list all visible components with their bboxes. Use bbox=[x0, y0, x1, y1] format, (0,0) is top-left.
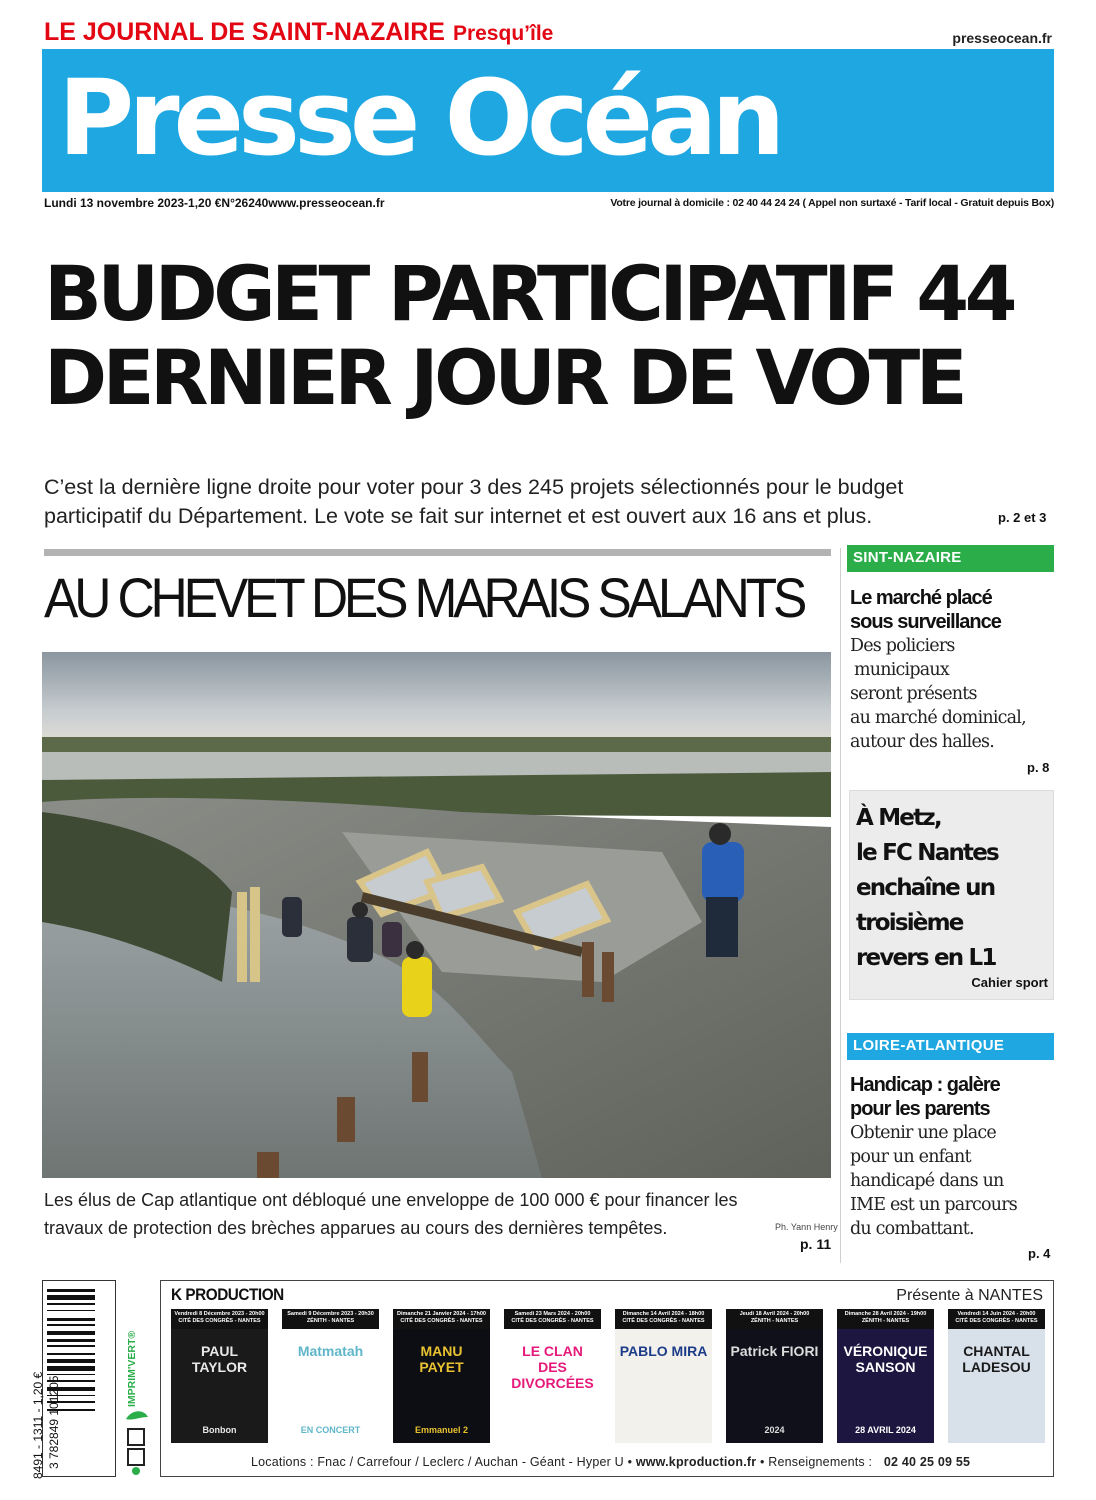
concert-poster[interactable] bbox=[615, 1309, 712, 1443]
column-divider bbox=[840, 548, 841, 1263]
poster-artist: PAUL TAYLOR bbox=[191, 1343, 248, 1375]
imprim-vert-logo bbox=[118, 1282, 154, 1477]
side-page-ref: p. 8 bbox=[1027, 760, 1050, 775]
side-body-line: IME est un parcours bbox=[850, 1195, 1017, 1215]
side-body-line: Des policiers bbox=[850, 636, 955, 656]
poster-date bbox=[948, 1309, 1045, 1329]
poster-date-line: Dimanche 14 Avril 2024 - 18h00 bbox=[622, 1311, 705, 1317]
poster-artist: Matmatah bbox=[297, 1343, 364, 1359]
side-body-line: seront présents bbox=[850, 684, 977, 704]
concert-poster[interactable] bbox=[726, 1309, 823, 1443]
poster-venue-line: CITÉ DES CONGRÈS - NANTES bbox=[511, 1317, 594, 1324]
section-tag-loire-atlantique: LOIRE-ATLANTIQUE bbox=[847, 1033, 1054, 1060]
concert-poster[interactable] bbox=[393, 1309, 490, 1443]
poster-date-line: Vendredi 8 Décembre 2023 - 20h00 bbox=[174, 1311, 265, 1317]
side-page-ref: p. 4 bbox=[1028, 1246, 1051, 1261]
ad-info-label: Renseignements : bbox=[768, 1455, 873, 1469]
poster-artwork bbox=[504, 1329, 601, 1443]
imprim-vert-label: IMPRIM'VERT® bbox=[126, 1330, 138, 1407]
side-article-handicap bbox=[850, 1073, 1054, 1241]
poster-date bbox=[615, 1309, 712, 1329]
poster-date bbox=[504, 1309, 601, 1329]
poster-date-line: Dimanche 21 Janvier 2024 - 17h00 bbox=[397, 1311, 486, 1317]
photo-caption: Les élus de Cap atlantique ont débloqué une enveloppe de 100 000 € pour financer les travaux de protection des brèches apparues au cours des dernières tempêtes. bbox=[44, 1190, 738, 1238]
poster-date-line: Vendredi 14 Juin 2024 - 20h00 bbox=[957, 1311, 1036, 1317]
box-title-line: enchaîne un bbox=[856, 875, 995, 901]
side-body-line: autour des halles. bbox=[850, 732, 994, 752]
section-tag-saint-nazaire: SINT-NAZAIRE bbox=[847, 545, 1054, 572]
poster-date-line: Samedi 9 Décembre 2023 - 20h30 bbox=[287, 1311, 374, 1317]
poster-date-line: Jeudi 18 Avril 2024 - 20h00 bbox=[739, 1311, 810, 1317]
poster-venue-line: CITÉ DES CONGRÈS - NANTES bbox=[178, 1317, 261, 1324]
sport-box bbox=[849, 790, 1054, 1000]
issue-info: Lundi 13 novembre 2023-1,20 €N°26240www.presseocean.fr bbox=[44, 196, 385, 210]
poster-artwork bbox=[171, 1329, 268, 1443]
poster-artist: CHANTAL LADESOU bbox=[962, 1343, 1031, 1375]
poster-date-line: Samedi 23 Mars 2024 - 20h00 bbox=[514, 1311, 591, 1317]
poster-artist: LE CLAN DES DIVORCÉES bbox=[511, 1343, 594, 1391]
box-title-line: À Metz, bbox=[856, 805, 941, 831]
concert-poster[interactable] bbox=[948, 1309, 1045, 1443]
box-title-line: troisième bbox=[856, 910, 963, 936]
side-body-line: pour un enfant bbox=[850, 1147, 971, 1167]
poster-artwork bbox=[282, 1329, 379, 1443]
marsh-photo bbox=[42, 652, 831, 1178]
poster-venue-line: ZÉNITH - NANTES bbox=[750, 1317, 799, 1324]
ad-footer: Locations : Fnac / Carrefour / Leclerc / Auchan - Géant - Hyper U • www.kproduction.fr • Renseignements : 02 40 25 09 55 bbox=[251, 1455, 971, 1469]
poster-venue-line: ZÉNITH - NANTES bbox=[306, 1317, 355, 1324]
box-page-ref: Cahier sport bbox=[971, 975, 1048, 990]
barcode-code: 8491 - 1311 - 1,20 € bbox=[31, 1371, 45, 1479]
ad-title: K PRODUCTION bbox=[171, 1285, 284, 1304]
main-headline bbox=[44, 249, 1014, 422]
side-body-line: du combattant. bbox=[850, 1219, 974, 1239]
poster-artist: VÉRONIQUE SANSON bbox=[843, 1343, 928, 1375]
headline-line2: DERNIER JOUR DE VOTE bbox=[44, 333, 964, 422]
side-title-line1: Handicap : galère bbox=[850, 1074, 1000, 1096]
poster-date bbox=[171, 1309, 268, 1329]
journal-name: LE JOURNAL DE SAINT-NAZAIRE Presqu’île bbox=[44, 18, 554, 46]
concert-poster[interactable] bbox=[504, 1309, 601, 1443]
article-page-ref: p. 11 bbox=[800, 1236, 832, 1252]
poster-artwork bbox=[393, 1329, 490, 1443]
side-title-line2: pour les parents bbox=[850, 1098, 990, 1120]
poster-artist: Patrick FIORI bbox=[730, 1343, 819, 1359]
ad-website[interactable]: www.kproduction.fr bbox=[635, 1455, 757, 1469]
poster-venue-line: ZÉNITH - NANTES bbox=[861, 1317, 910, 1324]
article-title: AU CHEVET DES MARAIS SALANTS bbox=[44, 566, 804, 629]
poster-artwork bbox=[948, 1329, 1045, 1443]
side-body-line: au marché dominical, bbox=[850, 708, 1026, 728]
poster-artist: MANU PAYET bbox=[419, 1343, 464, 1375]
photo-credit: Ph. Yann Henry bbox=[775, 1222, 838, 1232]
side-article-market bbox=[850, 586, 1054, 754]
poster-artwork bbox=[726, 1329, 823, 1443]
side-body-line: handicapé dans un bbox=[850, 1171, 1004, 1191]
headline-page-ref: p. 2 et 3 bbox=[998, 510, 1047, 525]
poster-extra: Bonbon bbox=[202, 1425, 237, 1435]
poster-date bbox=[837, 1309, 934, 1329]
poster-extra: 2024 bbox=[764, 1425, 785, 1435]
poster-date bbox=[726, 1309, 823, 1329]
masthead-logo: Presse Océan bbox=[58, 57, 780, 179]
headline-line1: BUDGET PARTICIPATIF 44 bbox=[44, 249, 1014, 338]
barcode bbox=[31, 1280, 116, 1479]
barcode-digits: 3 782849 101205 bbox=[47, 1375, 61, 1469]
poster-date-line: Dimanche 28 Avril 2024 - 19h00 bbox=[844, 1311, 927, 1317]
poster-extra: EN CONCERT bbox=[300, 1425, 361, 1435]
ad-presents: Présente à NANTES bbox=[896, 1287, 1043, 1304]
poster-extra: 28 AVRIL 2024 bbox=[855, 1425, 916, 1435]
side-body-line: municipaux bbox=[854, 660, 949, 680]
poster-venue-line: CITÉ DES CONGRÈS - NANTES bbox=[400, 1317, 483, 1324]
ad-locations: Locations : Fnac / Carrefour / Leclerc / Auchan - Géant - Hyper U bbox=[251, 1455, 624, 1469]
poster-venue-line: CITÉ DES CONGRÈS - NANTES bbox=[955, 1317, 1038, 1324]
journal-sub: Presqu’île bbox=[452, 22, 554, 45]
website-top[interactable]: presseocean.fr bbox=[952, 30, 1052, 46]
poster-artist: PABLO MIRA bbox=[619, 1343, 708, 1359]
concert-poster[interactable] bbox=[282, 1309, 379, 1443]
side-body-line: Obtenir une place bbox=[850, 1123, 996, 1143]
poster-date bbox=[282, 1309, 379, 1329]
concert-poster[interactable] bbox=[837, 1309, 934, 1443]
side-title-line2: sous surveillance bbox=[850, 611, 1001, 633]
poster-artwork bbox=[615, 1329, 712, 1443]
ad-phone: 02 40 25 09 55 bbox=[883, 1455, 971, 1469]
box-title-line: le FC Nantes bbox=[856, 840, 998, 866]
side-title-line1: Le marché placé bbox=[850, 587, 992, 609]
poster-artwork bbox=[837, 1329, 934, 1443]
concert-poster[interactable] bbox=[171, 1309, 268, 1443]
k-production-ad[interactable] bbox=[160, 1280, 1054, 1477]
poster-extra: Emmanuel 2 bbox=[414, 1425, 469, 1435]
poster-venue-line: CITÉ DES CONGRÈS - NANTES bbox=[622, 1317, 705, 1324]
subscription-info: Votre journal à domicile : 02 40 44 24 24 ( Appel non surtaxé - Tarif local - Gratuit depuis Box) bbox=[610, 197, 1054, 209]
box-title-line: revers en L1 bbox=[856, 945, 996, 971]
headline-lead: C’est la dernière ligne droite pour voter pour 3 des 245 projets sélectionnés pour le budget participatif du Département. Le vote se fait sur internet et est ouvert aux 16 ans et plus. bbox=[44, 475, 904, 528]
section-divider bbox=[44, 549, 831, 556]
poster-date bbox=[393, 1309, 490, 1329]
